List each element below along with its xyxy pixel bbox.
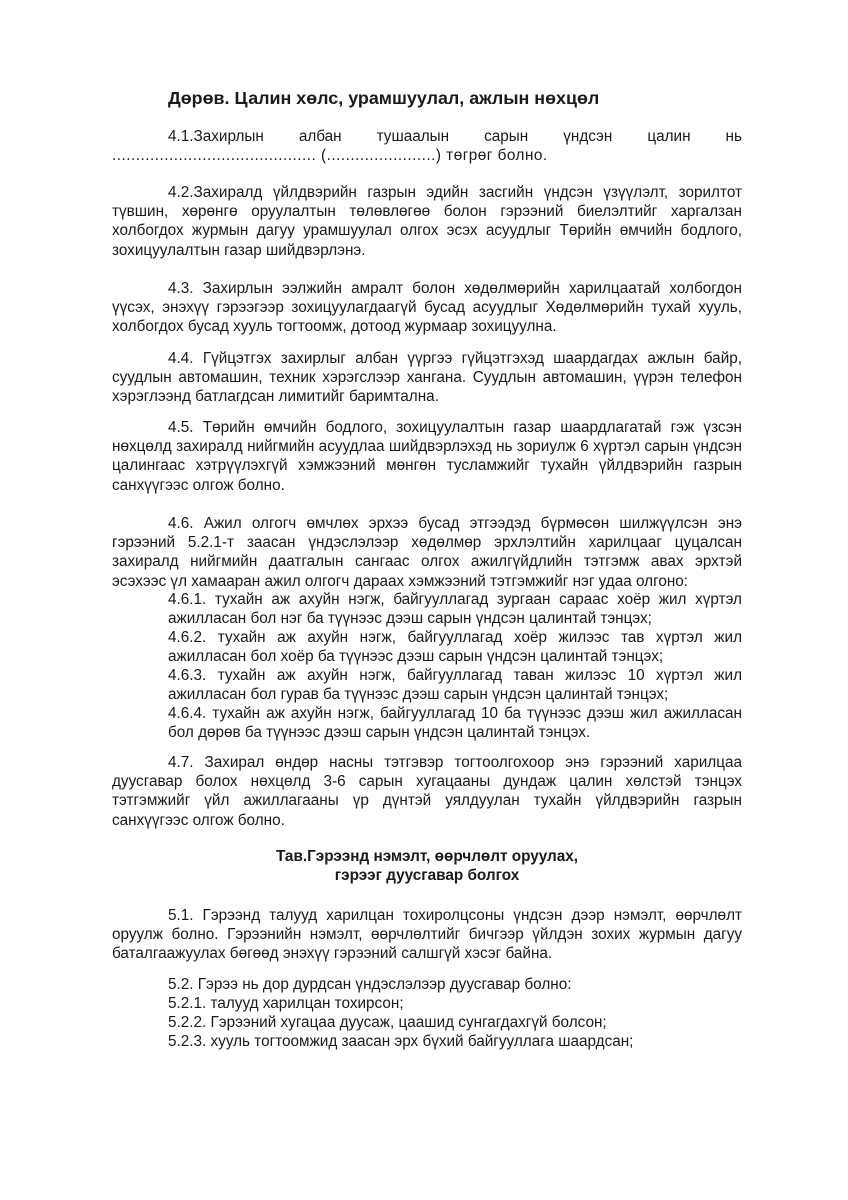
clause-4-1 — [112, 127, 742, 165]
clause-5-1: 5.1. Гэрээнд талууд харилцан тохиролцсоны үндсэн дээр нэмэлт, өөрчлөлт оруулж болно. Гэрээнийн нэмэлт, өөрчлөлтийг бичгээр үйлдэн зохих журмын дагуу баталгаажуулах бөгөөд энэхүү гэрээний салшгүй хэсэг байна. — [112, 907, 742, 963]
section-5-heading-line1: Тав.Гэрээнд нэмэлт, өөрчлөлт оруулах, — [275, 848, 579, 865]
word: сарын — [484, 128, 529, 145]
clause-4-6-1: 4.6.1. тухайн аж ахуйн нэгж, байгууллагад зургаан сараас хоёр жил хүртэл ажилласан бол нэг ба түүнээс дээш сарын үндсэн цалинтай тэнцэх; — [168, 591, 742, 628]
clause-4-1-line1 — [112, 127, 742, 146]
clause-4-6: 4.6. Ажил олгогч өмчлөх эрхээ бусад этгээдэд бүрмөсөн шилжүүлсэн энэ гэрээний 5.2.1-т заасан үндэслэлээр хөдөлмөр эрхлэлтийн харилцааг цуцалсан захиралд нийгмийн даатгалын сангаас олгох ажилгүйдлийн тэтгэмж авах эрхтэй эсэхээс үл хамааран ажил олгогч дараах хэмжээний тэтгэмжийг нэг удаа олгоно: — [112, 515, 742, 590]
clause-4-6-2: 4.6.2. тухайн аж ахуйн нэгж, байгууллагад хоёр жилээс тав хүртэл жил ажилласан бол хоёр ба түүнээс дээш сарын үндсэн цалинтай тэнцэх; — [168, 629, 742, 666]
clause-4-6-3: 4.6.3. тухайн аж ахуйн нэгж, байгууллагад таван жилээс 10 хүртэл жил ажилласан бол гурав ба түүнээс дээш сарын үндсэн цалинтай тэнцэх; — [168, 667, 742, 704]
section-4-heading: Дөрөв. Цалин хөлс, урамшуулал, ажлын нөхцөл — [168, 88, 600, 108]
word: үндсэн — [563, 128, 613, 145]
word: 4.1.Захирлын — [168, 128, 264, 145]
clause-4-6-4: 4.6.4. тухайн аж ахуйн нэгж, байгууллагад 10 ба түүнээс дээш жил ажилласан бол дөрөв ба түүнээс дээш сарын үндсэн цалинтай тэнцэх. — [168, 705, 742, 742]
word: тушаалын — [376, 128, 450, 145]
clause-4-4: 4.4. Гүйцэтгэх захирлыг албан үүргээ гүйцэтгэхэд шаардагдах ажлын байр, суудлын автомашин, техник хэрэгслээр хангана. Суудлын автомашин, үүрэн телефон хэрэглээнд батлагдсан лимитийг баримтална. — [112, 350, 742, 406]
salary-blank-line: ........................................... (.......................) төгрөг болно. — [112, 147, 548, 165]
clause-4-3: 4.3. Захирлын ээлжийн амралт болон хөдөлмөрийн харилцаатай холбогдон үүсэх, энэхүү гэрээгээр зохицуулагдаагүй бусад асуудлыг Хөдөлмөрийн тухай хууль, холбогдох бусад хууль тогтоомж, дотоод журмаар зохицуулна. — [112, 280, 742, 336]
clause-5-2-2: 5.2.2. Гэрээний хугацаа дуусаж, цаашид сунгагдахгүй болсон; — [168, 1014, 607, 1031]
section-5-heading-line2: гэрээг дуусгавар болгох — [334, 867, 520, 884]
clause-4-7: 4.7. Захирал өндөр насны тэтгэвэр тогтоолгохоор энэ гэрээний харилцаа дуусгавар болох нөхцөлд 3-6 сарын хугацааны дундаж цалин хөлстэй тэнцэх тэтгэмжийг үйл ажиллагааны үр дүнтэй уялдуулан тухайн үйлдвэрийн газрын санхүүгээс олгож болно. — [112, 754, 742, 829]
clause-5-2-3: 5.2.3. хууль тогтоомжид заасан эрх бүхий байгууллага шаардсан; — [168, 1033, 634, 1050]
clause-5-2: 5.2. Гэрээ нь дор дурдсан үндэслэлээр дуусгавар болно: — [168, 976, 572, 993]
clause-5-2-1: 5.2.1. талууд харилцан тохирсон; — [168, 995, 404, 1012]
clause-4-2: 4.2.Захиралд үйлдвэрийн газрын эдийн засгийн үндсэн үзүүлэлт, зорилтот түвшин, хөрөнгө оруулалтын төлөвлөгөө болон гэрээний биелэлтийг харгалзан холбогдох журмын дагуу урамшуулал олгох эсэх асуудлыг Төрийн өмчийн бодлого, зохицуулалтын газар шийдвэрлэнэ. — [112, 184, 742, 259]
word: цалин — [647, 128, 691, 145]
section-5-heading — [112, 847, 742, 885]
word: албан — [298, 128, 342, 145]
clause-4-5: 4.5. Төрийн өмчийн бодлого, зохицуулалтын газар шаардлагатай гэж үзсэн нөхцөлд захиралд нийгмийн асуудлаа шийдвэрлэхэд нь зориулж 6 хүртэл сарын үндсэн цалингаас хэтрүүлэхгүй хэмжээний мөнгөн тусламжийг тухайн үйлдвэрийн газрын санхүүгээс олгож болно. — [112, 419, 742, 494]
word: нь — [725, 128, 742, 145]
